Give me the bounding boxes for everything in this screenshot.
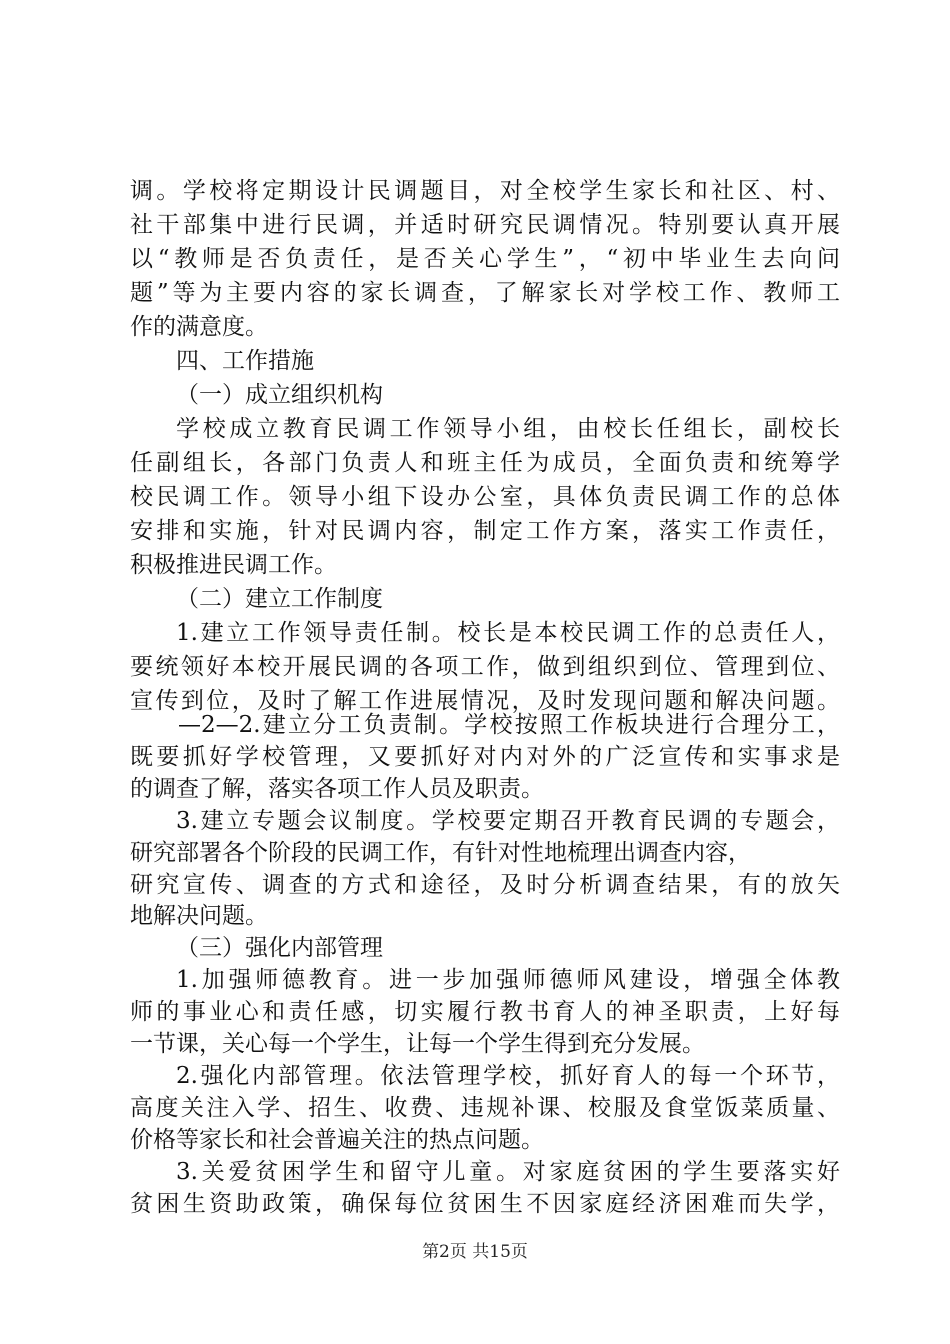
paragraph-line: 调。学校将定期设计民调题目，对全校学生家长和社区、村、 bbox=[130, 178, 840, 204]
paragraph-line: 1.建立工作领导责任制。校长是本校民调工作的总责任人， bbox=[176, 620, 840, 646]
paragraph-line: 3.建立专题会议制度。学校要定期召开教育民调的专题会， bbox=[176, 808, 840, 834]
paragraph-line: 贫困生资助政策，确保每位贫困生不因家庭经济困难而失学， bbox=[130, 1191, 840, 1217]
paragraph-line: 价格等家长和社会普遍关注的热点问题。 bbox=[130, 1127, 544, 1153]
paragraph-line: 地解决问题。 bbox=[130, 903, 268, 929]
paragraph-line: —2—2.建立分工负责制。学校按照工作板块进行合理分工， bbox=[178, 712, 840, 738]
paragraph-line: 研究部署各个阶段的民调工作，有针对性地梳理出调查内容， bbox=[130, 840, 751, 866]
paragraph-line: 作的满意度。 bbox=[130, 314, 268, 340]
paragraph-line: 积极推进民调工作。 bbox=[130, 552, 337, 578]
paragraph-line: 校民调工作。领导小组下设办公室，具体负责民调工作的总体 bbox=[130, 484, 840, 510]
page-footer: 第2页 共15页 bbox=[422, 1242, 528, 1262]
paragraph-line: 题”等为主要内容的家长调查，了解家长对学校工作、教师工 bbox=[130, 280, 840, 306]
paragraph-line: 一节课，关心每一个学生，让每一个学生得到充分发展。 bbox=[130, 1031, 705, 1057]
paragraph-line: 的调查了解，落实各项工作人员及职责。 bbox=[130, 776, 544, 802]
paragraph-line: 高度关注入学、招生、收费、违规补课、校服及食堂饭菜质量、 bbox=[130, 1095, 840, 1121]
section-heading: 四、工作措施 bbox=[176, 348, 314, 374]
paragraph-line: 师的事业心和责任感，切实履行教书育人的神圣职责，上好每 bbox=[130, 999, 840, 1025]
paragraph-line: 1.加强师德教育。进一步加强师德师风建设，增强全体教 bbox=[176, 967, 840, 993]
paragraph-line: 既要抓好学校管理，又要抓好对内对外的广泛宣传和实事求是 bbox=[130, 744, 840, 770]
paragraph-line: 2.强化内部管理。依法管理学校，抓好育人的每一个环节， bbox=[176, 1063, 840, 1089]
paragraph-line: 要统领好本校开展民调的各项工作，做到组织到位、管理到位、 bbox=[130, 654, 840, 680]
paragraph-line: 宣传到位，及时了解工作进展情况，及时发现问题和解决问题。 bbox=[130, 688, 840, 714]
subsection-heading: （二）建立工作制度 bbox=[176, 586, 383, 612]
paragraph-line: 社干部集中进行民调，并适时研究民调情况。特别要认真开展 bbox=[130, 212, 840, 238]
paragraph-line: 以“教师是否负责任，是否关心学生”，“初中毕业生去向问 bbox=[130, 246, 840, 272]
paragraph-line: 3.关爱贫困学生和留守儿童。对家庭贫困的学生要落实好 bbox=[176, 1159, 840, 1185]
paragraph-line: 安排和实施，针对民调内容，制定工作方案，落实工作责任， bbox=[130, 518, 840, 544]
paragraph-line: 任副组长，各部门负责人和班主任为成员，全面负责和统筹学 bbox=[130, 450, 840, 476]
subsection-heading: （三）强化内部管理 bbox=[176, 935, 383, 961]
paragraph-line: 学校成立教育民调工作领导小组，由校长任组长，副校长 bbox=[176, 416, 840, 442]
subsection-heading: （一）成立组织机构 bbox=[176, 382, 383, 408]
paragraph-line: 研究宣传、调查的方式和途径，及时分析调查结果，有的放矢 bbox=[130, 872, 840, 898]
